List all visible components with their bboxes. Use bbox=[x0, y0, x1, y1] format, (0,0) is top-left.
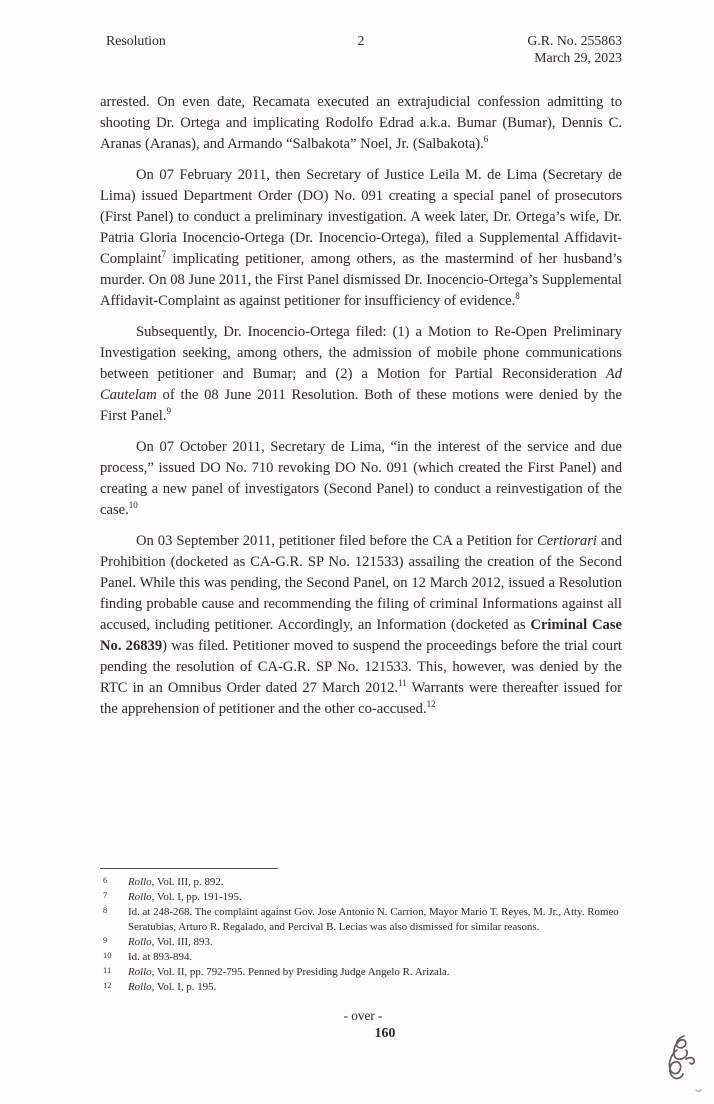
doc-type-label: Resolution bbox=[106, 33, 166, 48]
footnote-ref: 8 bbox=[515, 291, 520, 302]
text-run: , Vol. I, pp. 191-195. bbox=[151, 891, 242, 904]
page-number: 2 bbox=[357, 33, 365, 48]
footnote-item bbox=[100, 950, 624, 965]
footnote-number: 11 bbox=[103, 965, 112, 976]
footnote-item bbox=[100, 890, 624, 905]
text-run: Warrants were thereafter issued for the apprehension of petitioner and the other co-accused. bbox=[100, 680, 622, 717]
text-run: Certiorari bbox=[536, 533, 597, 549]
case-number: G.R. No. 255863 bbox=[527, 33, 622, 48]
text-run: arrested. On even date, Recamata executed an extrajudicial confession admitting to shooting Dr. Ortega and implicating Rodolfo Edrad a.k.a. Bumar (Bumar), Dennis C. Aranas (Aranas), and Armando “Salbakota” Noel, Jr. (Salbakota). bbox=[100, 94, 622, 152]
text-run: , Vol. III, p. 892. bbox=[151, 876, 224, 888]
document-body bbox=[100, 92, 622, 730]
text-run: and Prohibition (docketed as CA-G.R. SP No. 121533) assailing the creation of the Second Panel. While this was pending, the Second Panel, on 12 March 2012, issued a Resolution finding probable cause and recommending the filing of criminal Informations against all accused, including petitioner. Accordingly, an Information (docketed as bbox=[100, 533, 622, 633]
footnote-number: 10 bbox=[103, 949, 112, 960]
footnote-divider bbox=[100, 868, 278, 869]
footnote-item bbox=[100, 965, 624, 980]
case-date: March 29, 2023 bbox=[534, 50, 622, 65]
text-run: Rollo bbox=[128, 935, 152, 948]
footnote-item bbox=[100, 980, 624, 995]
paragraph bbox=[100, 437, 622, 521]
text-run: Criminal Case No. 26839 bbox=[100, 617, 622, 654]
text-run: of the 08 June 2011 Resolution. Both of these motions were denied by the First Panel. bbox=[100, 387, 622, 424]
footnotes-block bbox=[100, 875, 624, 995]
footnote-number: 12 bbox=[103, 980, 112, 991]
footnote-ref: 11 bbox=[398, 678, 407, 689]
footnote-ref: 9 bbox=[166, 406, 172, 417]
text-run: On 07 October 2011, Secretary de Lima, “in the interest of the service and due process,” issued DO No. 710 revoking DO No. 091 (which created the First Panel) and creating a new panel of investigators (Second Panel) to conduct a reinvestigation of the case. bbox=[100, 439, 622, 518]
footnote-number: 7 bbox=[103, 890, 108, 901]
text-run: Rollo bbox=[128, 876, 152, 888]
text-run: On 07 February 2011, then Secretary of Justice Leila M. de Lima (Secretary de Lima) issued Department Order (DO) No. 091 creating a special panel of prosecutors (First Panel) to conduct a preliminary investigation. A week later, Dr. Ortega’s wife, Dr. Patria Gloria Inocencio-Ortega (Dr. Inocencio-Ortega), filed a Supplemental Affidavit-Complaint bbox=[100, 167, 622, 267]
text-run: Rollo bbox=[128, 966, 152, 979]
paragraph bbox=[100, 92, 622, 155]
text-run: , Vol. I, p. 195. bbox=[151, 981, 217, 994]
signature-mark bbox=[646, 1028, 708, 1100]
footnote-number: 6 bbox=[103, 875, 108, 885]
footnote-item bbox=[100, 935, 624, 950]
text-run: , Vol. II, pp. 792-795. Penned by Presiding Judge Angelo R. Arizala. bbox=[151, 966, 450, 979]
footnote-ref: 12 bbox=[426, 699, 436, 710]
footnote-ref: 6 bbox=[483, 134, 489, 145]
page-footer bbox=[0, 1008, 714, 1041]
text-run: ) was filed. Petitioner moved to suspend the proceedings before the trial court pending the resolution of CA-G.R. SP No. 121533. This, however, was denied by the RTC in an Omnibus Order dated 27 March 2012. bbox=[100, 638, 622, 696]
text-run: Ad Cautelam bbox=[100, 366, 622, 403]
paragraph bbox=[100, 322, 622, 427]
paragraph bbox=[100, 531, 622, 720]
footnote-item bbox=[100, 875, 624, 890]
text-run: Subsequently, Dr. Inocencio-Ortega filed: (1) a Motion to Re-Open Preliminary Investigation seeking, among others, the admission of mobile phone communications between petitioner and Bumar; and (2) a Motion for Partial Reconsideration bbox=[100, 324, 622, 382]
text-run: Id. at 248-268. The complaint against Gov. Jose Antonio N. Carrion, Mayor Mario T. Reyes, M. Jr., Atty. Romeo Seratubias, Arturo R. Regalado, and Percival B. Lecias was also dismissed for similar reasons. bbox=[128, 906, 619, 933]
text-run: Rollo bbox=[128, 891, 152, 904]
text-run: Rollo bbox=[128, 981, 152, 994]
footnote-item bbox=[100, 905, 624, 934]
footnote-ref: 10 bbox=[128, 500, 138, 511]
over-marker: - over - bbox=[343, 1008, 383, 1023]
text-run: On 03 September 2011, petitioner filed before the CA a Petition for bbox=[136, 533, 537, 549]
footnote-ref: 7 bbox=[161, 249, 167, 260]
footnote-number: 9 bbox=[103, 934, 108, 945]
footnote-number: 8 bbox=[103, 905, 108, 916]
paragraph bbox=[100, 165, 622, 312]
text-run: , Vol. III, 893. bbox=[151, 935, 213, 948]
text-run: implicating petitioner, among others, as the mastermind of her husband’s murder. On 08 June 2011, the First Panel dismissed Dr. Inocencio-Ortega’s Supplemental Affidavit-Complaint as against petitioner for insufficiency of evidence. bbox=[100, 251, 622, 309]
footer-page-number: 160 bbox=[374, 1025, 396, 1040]
case-header-block bbox=[527, 32, 622, 66]
text-run: Id. at 893-894. bbox=[128, 950, 193, 963]
